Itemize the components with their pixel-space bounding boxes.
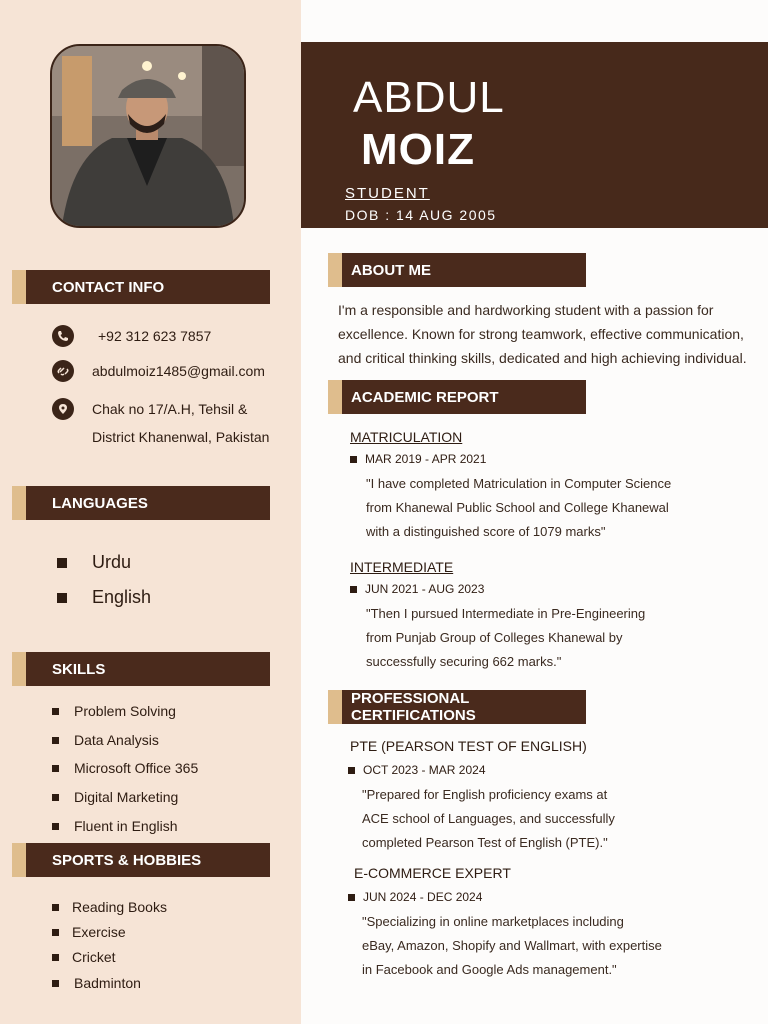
intermediate-description: "Then I pursued Intermediate in Pre-Engineering from Punjab Group of Colleges Khanewal by successfully securing 662 marks." [366,606,646,669]
ecommerce-title: E-COMMERCE EXPERT [354,865,511,881]
last-name: MOIZ [361,125,475,174]
bullet-icon [52,708,59,715]
bullet-icon [52,929,59,936]
hobbies-heading-label: SPORTS & HOBBIES [52,851,202,869]
address-block [92,395,269,451]
heading-accent [12,843,26,877]
bullet-icon [52,954,59,961]
bullet-icon [350,456,357,463]
ecommerce-dates: JUN 2024 - DEC 2024 [348,890,482,904]
location-pin-icon [52,398,74,420]
heading-accent [12,486,26,520]
address-line-2: District Khanenwal, Pakistan [92,429,270,445]
skills-heading [12,652,270,686]
pte-title: PTE (PEARSON TEST OF ENGLISH) [350,738,587,754]
bullet-icon [350,586,357,593]
matriculation-dates: MAR 2019 - APR 2021 [350,452,486,466]
about-heading [328,253,586,287]
list-item: Reading Books [52,899,167,915]
pte-description: "Prepared for English proficiency exams at ACE school of Languages, and successfully completed Pearson Test of English (PTE)." [362,787,615,850]
intermediate-dates: JUN 2021 - AUG 2023 [350,582,484,596]
role-title: STUDENT [345,185,430,202]
bullet-icon [57,593,67,603]
bullet-icon [52,794,59,801]
list-item: Fluent in English [52,818,178,834]
about-heading-label: ABOUT ME [351,261,431,279]
name-banner [301,42,768,228]
languages-heading [12,486,270,520]
pte-dates: OCT 2023 - MAR 2024 [348,763,486,777]
list-item: Microsoft Office 365 [52,760,198,776]
academic-heading [328,380,586,414]
phone-icon [52,325,74,347]
bullet-icon [348,894,355,901]
contact-email-row [52,357,265,385]
first-name: ABDUL [353,73,505,122]
heading-accent [328,380,342,414]
skills-heading-label: SKILLS [52,660,106,678]
contact-heading-label: CONTACT INFO [52,278,165,296]
list-item: Digital Marketing [52,789,178,805]
list-item: English [57,587,151,608]
heading-accent [12,270,26,304]
bullet-icon [52,904,59,911]
matriculation-title: MATRICULATION [350,429,463,445]
phone-number[interactable]: +92 312 623 7857 [98,328,212,344]
heading-accent [328,690,342,724]
email-address[interactable]: abdulmoiz1485@gmail.com [92,363,265,379]
profile-photo [50,44,246,228]
bullet-icon [52,737,59,744]
link-icon [52,360,74,382]
ecommerce-description: "Specializing in online marketplaces including eBay, Amazon, Shopify and Wallmart, with expertise in Facebook and Google Ads management." [362,914,662,977]
contact-address-row [52,395,269,451]
contact-heading [12,270,270,304]
list-item: Exercise [52,924,126,940]
certifications-heading [328,690,586,724]
matriculation-description: "I have completed Matriculation in Computer Science from Khanewal Public School and College Khanewal with a distinguished score of 1079 marks" [366,476,672,539]
heading-accent [12,652,26,686]
list-item: Data Analysis [52,732,159,748]
bullet-icon [52,823,59,830]
list-item: Badminton [52,975,141,991]
intermediate-title: INTERMEDIATE [350,559,454,575]
list-item: Urdu [57,552,131,573]
list-item: Problem Solving [52,703,176,719]
list-item: Cricket [52,949,116,965]
languages-heading-label: LANGUAGES [52,494,148,512]
academic-heading-label: ACADEMIC REPORT [351,388,499,406]
about-text: I'm a responsible and hardworking student with a passion for excellence. Known for strong teamwork, effective communication, and critical thinking skills, dedicated and high achieving individual. [338,302,747,366]
bullet-icon [57,558,67,568]
certifications-heading-label: PROFESSIONAL CERTIFICATIONS [351,690,476,724]
date-of-birth: DOB : 14 AUG 2005 [345,207,497,223]
heading-accent [328,253,342,287]
contact-phone-row [52,322,211,350]
bullet-icon [348,767,355,774]
hobbies-heading [12,843,270,877]
address-line-1: Chak no 17/A.H, Tehsil & [92,401,248,417]
bullet-icon [52,980,59,987]
bullet-icon [52,765,59,772]
